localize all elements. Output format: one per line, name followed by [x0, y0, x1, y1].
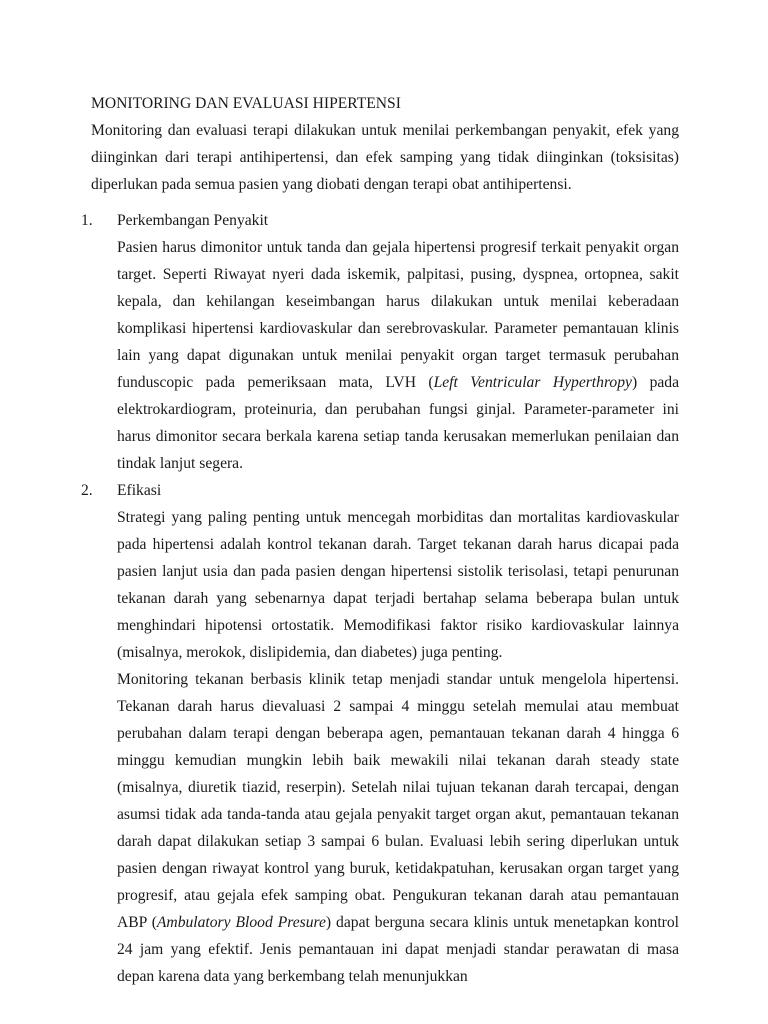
document-body: [81, 90, 680, 990]
paragraph-text: Monitoring tekanan berbasis klinik tetap menjadi standar untuk mengelola hipertensi. Tekanan darah harus dievaluasi 2 sampai 4 minggu setelah memulai atau membuat perubahan dalam terapi dengan beberapa agen, pemantauan tekanan darah 4 hingga 6 minggu kemudian mungkin lebih baik mewakili nilai tekanan darah steady state (misalnya, diuretik tiazid, reserpin). Setelah nilai tujuan tekanan darah tercapai, dengan asumsi tidak ada tanda-tanda atau gejala penyakit target organ akut, pemantauan tekanan darah dapat dilakukan setiap 3 sampai 6 bulan. Evaluasi lebih sering diperlukan untuk pasien dengan riwayat kontrol yang buruk, ketidakpatuhan, kerusakan organ target yang progresif, atau gejala efek samping obat. Pengukuran tekanan darah atau pemantauan ABP (: [117, 671, 679, 931]
section-list: [81, 207, 680, 990]
section-number: 2.: [81, 482, 93, 499]
section-item: [81, 477, 679, 990]
paragraph-text: ) dapat berguna secara klinis untuk menetapkan kontrol 24 jam yang efektif. Jenis pemantauan ini dapat menjadi standar perawatan di masa depan karena data yang berkembang telah menunjukkan: [117, 914, 679, 985]
section-paragraph: [117, 234, 679, 477]
section-paragraph: [117, 666, 679, 990]
section-number: 1.: [81, 212, 93, 229]
paragraph-text: ) pada elektrokardiogram, proteinuria, dan perubahan fungsi ginjal. Parameter-parameter ini harus dimonitor secara berkala karena setiap tanda kerusakan memerlukan penilaian dan tindak lanjut segera.: [117, 374, 680, 472]
italic-term: Left Ventricular Hyperthropy: [433, 374, 632, 391]
document-title: MONITORING DAN EVALUASI HIPERTENSI: [91, 95, 401, 112]
section-paragraph: Strategi yang paling penting untuk mencegah morbiditas dan mortalitas kardiovaskular pada hipertensi adalah kontrol tekanan darah. Target tekanan darah harus dicapai pada pasien lanjut usia dan pada pasien dengan hipertensi sistolik terisolasi, tetapi penurunan tekanan darah yang sebenarnya dapat terjadi bertahap selama beberapa bulan untuk menghindari hipotensi ortostatik. Memodifikasi faktor risiko kardiovaskular lainnya (misalnya, merokok, dislipidemia, dan diabetes) juga penting.: [117, 509, 679, 661]
section-heading: Efikasi: [117, 482, 162, 499]
section-item: [81, 207, 680, 477]
intro-paragraph: Monitoring dan evaluasi terapi dilakukan untuk menilai perkembangan penyakit, efek yang diinginkan dari terapi antihipertensi, dan efek samping yang tidak diinginkan (toksisitas) diperlukan pada semua pasien yang diobati dengan terapi obat antihipertensi.: [91, 122, 679, 193]
italic-term: Ambulatory Blood Presure: [156, 914, 326, 931]
paragraph-text: Pasien harus dimonitor untuk tanda dan gejala hipertensi progresif terkait penyakit organ target. Seperti Riwayat nyeri dada iskemik, palpitasi, pusing, dyspnea, ortopnea, sakit kepala, dan kehilangan keseimbangan harus dilakukan untuk menilai keberadaan komplikasi hipertensi kardiovaskular dan serebrovaskular. Parameter pemantauan klinis lain yang dapat digunakan untuk menilai penyakit organ target termasuk perubahan funduscopic pada pemeriksaan mata, LVH (: [117, 239, 679, 391]
section-heading: Perkembangan Penyakit: [117, 212, 269, 229]
